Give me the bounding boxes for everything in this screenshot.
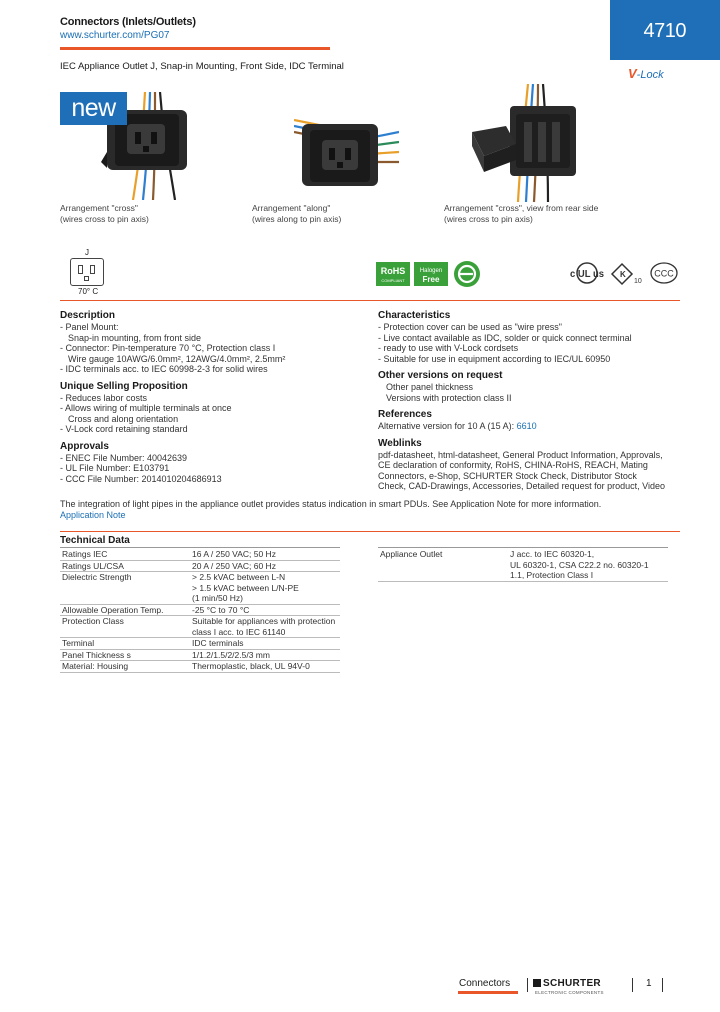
spec-value: 20 A / 250 VAC; 60 Hz [190, 560, 340, 572]
right-info-column [378, 307, 688, 492]
table-row [60, 549, 340, 560]
usp-line: - Reduces labor costs [60, 392, 148, 403]
technical-data-rule [60, 547, 340, 548]
image-caption-rear: Arrangement "cross", view from rear side (wires cross to pin axis) [444, 203, 599, 224]
schurter-tagline: ELECTRONIC COMPONENTS [535, 990, 604, 995]
footer-divider [632, 978, 633, 992]
spec-key: Material: Housing [60, 661, 190, 673]
characteristic-line: - Suitable for use in equipment according to IEC/UL 60950 [378, 353, 611, 364]
product-image-rear [470, 84, 580, 202]
product-subtitle: IEC Appliance Outlet J, Snap-in Mounting, Front Side, IDC Terminal [60, 61, 344, 72]
left-info-column [60, 307, 360, 484]
technical-data-heading: Technical Data [60, 535, 130, 546]
description-heading: Description [60, 310, 116, 321]
spec-key: Panel Thickness s [60, 649, 190, 661]
spec-value: > 2.5 kVAC between L-N > 1.5 kVAC between L/N-PE (1 min/50 Hz) [190, 572, 340, 605]
category-url-link[interactable]: www.schurter.com/PG07 [60, 30, 170, 41]
spec-key: Dielectric Strength [60, 572, 190, 605]
spec-value: 1/1.2/1.5/2/2.5/3 mm [190, 649, 340, 661]
table-row [60, 638, 340, 650]
ul-mark: c UL us [570, 269, 605, 280]
rohs-label: RoHS [380, 266, 406, 276]
pin-temperature: 70° C [78, 287, 99, 296]
spec-value: Suitable for appliances with protection class I acc. to IEC 61140 [190, 616, 340, 638]
spec-key: Protection Class [60, 616, 190, 638]
description-line: - IDC terminals acc. to IEC 60998-2-3 for solid wires [60, 364, 268, 374]
footer-section-label: Connectors [459, 978, 511, 989]
table-row [378, 549, 668, 581]
weblinks-line[interactable]: pdf-datasheet, html-datasheet, General Product Information, Approvals, [378, 449, 663, 460]
usp-line: - V-Lock cord retaining standard [60, 424, 188, 434]
table-row [60, 604, 340, 616]
ccc-icon [650, 262, 678, 284]
application-note-link[interactable]: Application Note [60, 510, 126, 520]
other-versions-heading: Other versions on request [378, 370, 503, 381]
product-image-along [294, 110, 399, 192]
characteristics-heading: Characteristics [378, 310, 451, 321]
footer-divider [527, 978, 528, 992]
reach-icon [453, 260, 481, 288]
weblinks-line[interactable]: Check, CAD-Drawings, Accessories, Detailed request for product, Video [378, 481, 665, 491]
characteristic-line: - ready to use with V-Lock cordsets [378, 343, 519, 353]
reference-line: Alternative version for 10 A (15 A): 6610 [378, 421, 537, 431]
description-line: Snap-in mounting, from front side [68, 332, 202, 343]
spec-value: J acc. to IEC 60320-1, UL 60320-1, CSA C22.2 no. 60320-1 1.1, Protection Class I [508, 549, 668, 581]
spec-key: Ratings UL/CSA [60, 560, 190, 572]
halogen-label: Halogen [419, 268, 443, 274]
technical-data-table-left [60, 549, 340, 673]
description-line: - Connector: Pin-temperature 70 °C, Protection class I [60, 343, 276, 353]
approvals-heading: Approvals [60, 440, 109, 452]
description-line: - Panel Mount: [60, 322, 119, 332]
spec-key: Allowable Operation Temp. [60, 604, 190, 616]
enec-number: 10 [634, 278, 642, 285]
characteristic-line: - Live contact available as IDC, solder or quick connect terminal [378, 332, 632, 343]
weblinks-line[interactable]: Connectors, e-Shop, SCHURTER Stock Check, Distributor Stock [378, 470, 637, 481]
header-accent-rule [60, 47, 330, 50]
schurter-logo: SCHURTER [533, 978, 601, 989]
references-heading: References [378, 409, 432, 420]
spec-key: Terminal [60, 638, 190, 650]
weblinks-line[interactable]: CE declaration of conformity, RoHS, CHINA-RoHS, REACH, Mating [378, 460, 648, 470]
technical-data-rule [378, 547, 668, 548]
description-line: Wire gauge 10AWG/6.0mm², 12AWG/4.0mm², 2.5mm² [68, 353, 286, 364]
pin-config-letter: J [85, 248, 89, 257]
table-row [60, 661, 340, 673]
ccc-mark: CCC [654, 268, 674, 279]
spec-value: IDC terminals [190, 638, 340, 650]
enec-icon [610, 261, 644, 287]
spec-key: Ratings IEC [60, 549, 190, 560]
footer-accent-rule [458, 991, 518, 994]
category-title: Connectors (Inlets/Outlets) [60, 16, 196, 28]
spec-value: Thermoplastic, black, UL 94V-0 [190, 661, 340, 673]
integration-note [60, 499, 680, 521]
table-row [60, 572, 340, 605]
halogen-free-icon [414, 262, 448, 286]
ul-listed-icon [566, 262, 606, 284]
integration-text: The integration of light pipes in the appliance outlet provides status indication in smart PDUs. See Application Note for more information. [60, 499, 602, 509]
part-number-tab [610, 0, 720, 60]
rohs-compliant-icon [376, 262, 410, 286]
approval-line: - UL File Number: E103791 [60, 463, 170, 473]
other-version-line: Other panel thickness [386, 382, 474, 392]
usp-line: - Allows wiring of multiple terminals at once [60, 403, 232, 413]
approval-line: - CCC File Number: 2014010204686913 [60, 473, 222, 484]
table-row [60, 560, 340, 572]
page-number: 1 [646, 978, 652, 989]
svg-text:K: K [620, 270, 626, 279]
other-version-line: Versions with protection class II [386, 392, 512, 403]
spec-key: Appliance Outlet [378, 549, 508, 581]
reference-link[interactable]: 6610 [516, 421, 537, 431]
table-row [60, 616, 340, 638]
spec-value: -25 °C to 70 °C [190, 604, 340, 616]
new-badge: new [60, 92, 127, 125]
pin-config-icon [70, 258, 104, 286]
technical-data-table-right [378, 549, 668, 582]
table-row [60, 649, 340, 661]
technical-data-divider [60, 531, 680, 532]
characteristic-line: - Protection cover can be used as "wire press" [378, 322, 562, 332]
spec-value: 16 A / 250 VAC; 50 Hz [190, 549, 340, 560]
part-number: 4710 [643, 20, 686, 42]
halogen-sublabel: Free [422, 275, 440, 284]
usp-heading: Unique Selling Proposition [60, 380, 188, 392]
vlock-logo: V-Lock [628, 66, 664, 81]
image-caption-cross: Arrangement "cross" (wires cross to pin axis) [60, 203, 149, 224]
image-caption-along: Arrangement "along" (wires along to pin axis) [252, 203, 342, 224]
section-divider [60, 300, 680, 301]
usp-line: Cross and along orientation [68, 413, 179, 424]
footer-divider [662, 978, 663, 992]
approval-line: - ENEC File Number: 40042639 [60, 452, 188, 463]
weblinks-heading: Weblinks [378, 437, 422, 449]
rohs-sublabel: COMPLIANT [381, 278, 405, 283]
